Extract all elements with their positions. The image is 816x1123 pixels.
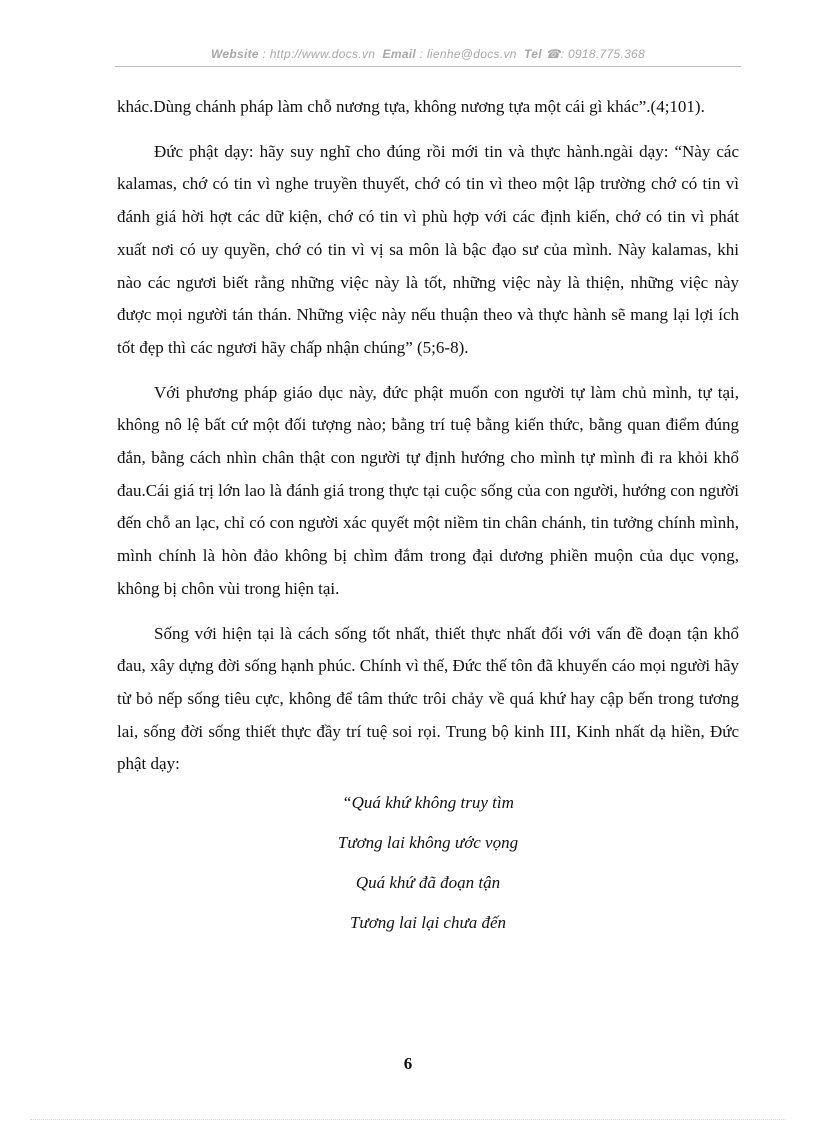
poem-quote [117, 793, 739, 933]
paragraph-2: Đức phật dạy: hãy suy nghĩ cho đúng rồi mới tin và thực hành.ngài dạy: “Này các kalamas, chớ có tin vì nghe truyền thuyết, chớ có tin vì theo một lập trường chớ có tin vì đánh giá hời hợt các dữ kiện, chớ có tin vì phù hợp với các định kiến, chớ có tin vì phát xuất nơi có uy quyền, chớ có tin vì vị sa môn là bậc đạo sư của mình. Này kalamas, khi nào các ngươi biết rằng những việc này là tốt, những việc này là thiện, những việc này được mọi người tán thán. Những việc này nếu thuận theo và thực hành sẽ mang lại lợi ích tốt đẹp thì các ngươi hãy chấp nhận chúng” (5;6-8). [117, 141, 739, 357]
tel-value: : 0918.775.368 [560, 47, 645, 61]
tel-label: Tel [524, 47, 542, 61]
page-number: 6 [403, 1054, 413, 1073]
poem-line-3: Quá khứ đã đoạn tận [355, 873, 501, 893]
footer-divider [30, 1119, 786, 1120]
paragraph-1: khác.Dùng chánh pháp làm chỗ nương tựa, không nương tựa một cái gì khác”.(4;101). [117, 97, 705, 116]
poem-line-4: Tương lai lại chưa đến [349, 913, 507, 933]
poem-line-2: Tương lai không ước vọng [337, 833, 519, 853]
poem-line-1: “Quá khứ không truy tìm [342, 793, 514, 813]
email-label: Email [382, 47, 417, 61]
website-label: Website [211, 47, 259, 61]
phone-icon: ☎ [545, 47, 561, 61]
document-body [117, 91, 739, 953]
email-value: : lienhe@docs.vn [419, 47, 517, 61]
header-divider [115, 66, 741, 67]
page-header [115, 47, 741, 61]
paragraph-4: Sống với hiện tại là cách sống tốt nhất, thiết thực nhất đối với vấn đề đoạn tận khổ đau, xây dựng đời sống hạnh phúc. Chính vì thế, Đức thế tôn đã khuyến cáo mọi người hãy từ bỏ nếp sống tiêu cực, không để tâm thức trôi chảy về quá khứ hay cập bến trong tương lai, sống đời sống thiết thực đầy trí tuệ soi rọi. Trung bộ kinh III, Kinh nhất dạ hiền, Đức phật dạy: [117, 623, 739, 774]
paragraph-3: Với phương pháp giáo dục này, đức phật muốn con người tự làm chủ mình, tự tại, không nô lệ bất cứ một đối tượng nào; bằng trí tuệ bằng kiến thức, bằng quan điểm đúng đắn, bằng cách nhìn chân thật con người tự định hướng cho mình tự mình đi ra khỏi khổ đau.Cái giá trị lớn lao là đánh giá trong thực tại cuộc sống của con người, hướng con người đến chỗ an lạc, chỉ có con người xác quyết một niềm tin chân chánh, tin tưởng chính mình, mình chính là hòn đảo không bị chìm đắm trong đại dương phiền muộn của dục vọng, không bị chôn vùi trong hiện tại. [117, 382, 739, 598]
website-value: : http://www.docs.vn [262, 47, 376, 61]
